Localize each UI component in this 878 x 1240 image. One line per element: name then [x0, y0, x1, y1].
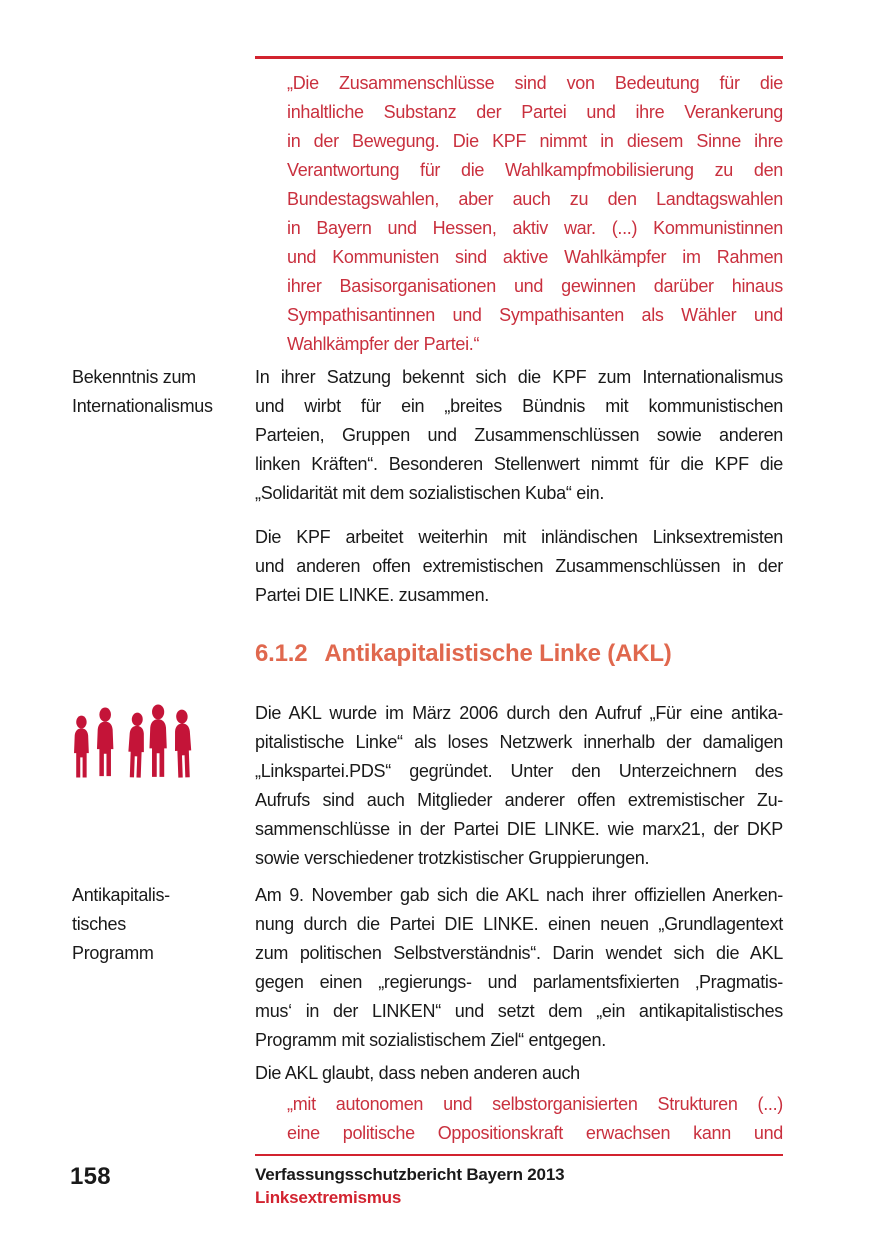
footer-chapter-label: Linksextremismus — [255, 1188, 402, 1207]
footer — [255, 1163, 783, 1209]
text-line: gegen einen „regierungs- und parlamentsfixierten ‚Pragmatis- — [255, 972, 783, 992]
paragraph-akl-glaubt — [255, 1059, 783, 1088]
text-line: Die KPF arbeitet weiterhin mit inländischen Linksextremisten — [255, 527, 783, 547]
text-line: Parteien, Gruppen und Zusammenschlüssen sowie anderen — [255, 425, 783, 445]
text-line: Programm mit sozialistischem Ziel“ entgegen. — [255, 1030, 606, 1050]
section-title: Antikapitalistische Linke (AKL) — [324, 640, 672, 667]
text-line: mus‘ in der LINKEN“ und setzt dem „ein antikapitalistisches — [255, 1001, 783, 1021]
text-line: „Linkspartei.PDS“ gegründet. Unter den Unterzeichnern des — [255, 761, 783, 781]
text-line: Aufrufs sind auch Mitglieder anderer offen extremistischer Zu- — [255, 790, 783, 810]
text-line: eine politische Oppositionskraft erwachsen kann und — [287, 1123, 783, 1143]
section-heading-akl — [255, 640, 783, 668]
margin-note-antikapitalistisches-programm — [72, 881, 250, 968]
text-line: und Kommunisten sind aktive Wahlkämpfer im Rahmen — [287, 247, 783, 267]
text-line: ihrer Basisorganisationen und gewinnen darüber hinaus — [287, 276, 783, 296]
people-group-icon — [68, 702, 196, 784]
text-line: tisches — [72, 914, 126, 934]
text-line: Wahlkämpfer der Partei.“ — [287, 334, 480, 354]
text-line: sammenschlüsse in der Partei DIE LINKE. wie marx21, der DKP — [255, 819, 783, 839]
paragraph-satzung — [255, 363, 783, 508]
top-rule — [255, 56, 783, 59]
text-line: Partei DIE LINKE. zusammen. — [255, 585, 489, 605]
paragraph-akl-gruendung — [255, 699, 783, 873]
section-number: 6.1.2 — [255, 640, 308, 667]
text-line: und anderen offen extremistischen Zusammenschlüssen in der — [255, 556, 783, 576]
text-line: Am 9. November gab sich die AKL nach ihrer offiziellen Anerken- — [255, 885, 783, 905]
text-line: inhaltliche Substanz der Partei und ihre Verankerung — [287, 102, 783, 122]
text-line: „Solidarität mit dem sozialistischen Kuba“ ein. — [255, 483, 605, 503]
text-line: Sympathisantinnen und Sympathisanten als Wähler und — [287, 305, 783, 325]
text-line: linken Kräften“. Besonderen Stellenwert nimmt für die KPF die — [255, 454, 783, 474]
margin-note-internationalismus — [72, 363, 250, 421]
block-quote-kpf — [287, 69, 783, 359]
footer-report-title: Verfassungsschutzbericht Bayern 2013 — [255, 1165, 565, 1184]
text-line: nung durch die Partei DIE LINKE. einen neuen „Grundlagentext — [255, 914, 783, 934]
footer-rule — [255, 1154, 783, 1156]
text-line: Verantwortung für die Wahlkampfmobilisierung zu den — [287, 160, 783, 180]
page-number: 158 — [70, 1163, 111, 1190]
text-line: Internationalismus — [72, 396, 213, 416]
text-line: In ihrer Satzung bekennt sich die KPF zum Internationalismus — [255, 367, 783, 387]
paragraph-grundlagentext — [255, 881, 783, 1055]
text-line: in Bayern und Hessen, aktiv war. (...) Kommunistinnen — [287, 218, 783, 238]
text-line: Die AKL glaubt, dass neben anderen auch — [255, 1063, 580, 1083]
text-line: pitalistische Linke“ als loses Netzwerk innerhalb der damaligen — [255, 732, 783, 752]
text-line: „Die Zusammenschlüsse sind von Bedeutung für die — [287, 73, 783, 93]
text-line: sowie verschiedener trotzkistischer Gruppierungen. — [255, 848, 650, 868]
text-line: und wirbt für ein „breites Bündnis mit kommunistischen — [255, 396, 783, 416]
paragraph-kpf-zusammenarbeit — [255, 523, 783, 610]
text-line: Die AKL wurde im März 2006 durch den Aufruf „Für eine antika- — [255, 703, 783, 723]
text-line: zum politischen Selbstverständnis“. Darin wendet sich die AKL — [255, 943, 783, 963]
text-line: Programm — [72, 943, 154, 963]
block-quote-akl — [287, 1090, 783, 1148]
text-line: Bundestagswahlen, aber auch zu den Landtagswahlen — [287, 189, 783, 209]
text-line: Bekenntnis zum — [72, 367, 196, 387]
text-line: Antikapitalis- — [72, 885, 170, 905]
text-line: „mit autonomen und selbstorganisierten Strukturen (...) — [287, 1094, 783, 1114]
text-line: in der Bewegung. Die KPF nimmt in diesem Sinne ihre — [287, 131, 783, 151]
